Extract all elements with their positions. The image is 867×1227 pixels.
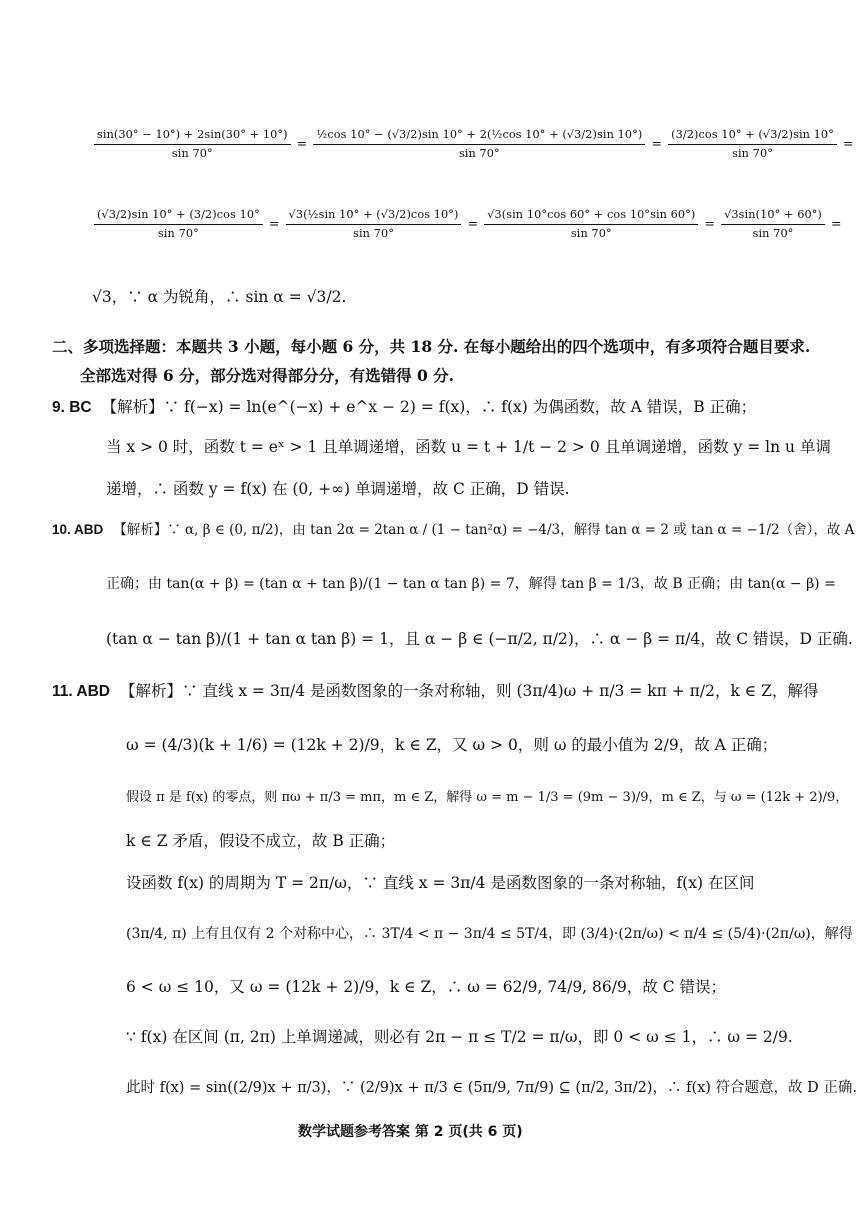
fraction <box>94 208 263 240</box>
numerator: (√3/2)sin 10° + (3/2)cos 10° <box>94 208 263 225</box>
q10-line-1 <box>52 522 854 538</box>
q11-line-9: 此时 f(x) = sin((2/9)x + π/3)，∵ (2/9)x + π/3 ∈ (5π/9, 7π/9) ⊆ (π/2, 3π/2)，∴ f(x) 符合题意，故 D 正确. <box>126 1080 857 1096</box>
question-number: 10. ABD <box>52 522 104 537</box>
q11-line-3: 假设 π 是 f(x) 的零点，则 πω + π/3 = mπ，m ∈ Z，解得 ω = m − 1/3 = (9m − 3)/9，m ∈ Z，与 ω = (12k + 2)/9， <box>126 790 849 805</box>
derivation-row-1: $\frac{\sin(30^\circ - 10^\circ) + 2\sin(30^\circ + 10^\circ)}{\sin 70^\circ}$ = $\frac{\text{½cos 10° − (√3/2)sin 10° + 2(½cos 10° + (√3/2)sin 10°)}}{\sin 70^\circ}$ = $\frac{(3/2)\cos 10^\circ + (√3/2)\sin 10^\circ}{\sin 70^\circ}$ = <box>92 128 854 160</box>
page-footer: 数学试题参考答案 第 2 页(共 6 页) <box>298 1124 523 1140</box>
section-title: 二、多项选择题：本题共 3 小题，每小题 6 分，共 18 分. 在每小题给出的四个选项中，有多项符合题目要求. <box>52 337 811 356</box>
q10-line-2: 正确；由 tan(α + β) = (tan α + tan β)/(1 − tan α tan β) = 7，解得 tan β = 1/3，故 B 正确；由 tan(α − β) = <box>106 576 836 592</box>
q9-line-2: 当 x > 0 时，函数 t = eˣ > 1 且单调递增，函数 u = t + 1/t − 2 > 0 且单调递增，函数 y = ln u 单调 <box>106 438 831 456</box>
denominator: sin 70° <box>752 226 794 240</box>
q11-line-4: k ∈ Z 矛盾，假设不成立，故 B 正确； <box>126 832 396 850</box>
derivation-row-2: $\frac{(√3/2)\sin 10^\circ + (3/2)\cos 10^\circ}{\sin 70^\circ}$ = $\frac{\text{√3(½sin 10° + (√3/2)cos 10°)}}{\sin 70^\circ}$ = $\frac{√3(\sin 10^\circ\cos 60^\circ + \cos 10^\circ\sin 60^\circ)}{\sin 70^\circ}$ = $\frac{√3\sin(10^\circ + 60^\circ)}{\sin 70^\circ}$ = <box>92 208 842 240</box>
derivation-conclusion: √3，∵ α 为锐角，∴ sin α = √3/2. <box>92 288 347 306</box>
denominator: sin 70° <box>171 146 213 160</box>
q11-line-2: ω = (4/3)(k + 1/6) = (12k + 2)/9，k ∈ Z，又 ω > 0，则 ω 的最小值为 2/9，故 A 正确； <box>126 736 778 754</box>
denominator: sin 70° <box>570 226 612 240</box>
q11-line-7: 6 < ω ≤ 10，又 ω = (12k + 2)/9，k ∈ Z，∴ ω = 62/9, 74/9, 86/9，故 C 错误； <box>126 978 727 996</box>
question-number: 9. BC <box>52 399 92 416</box>
denominator: sin 70° <box>458 146 500 160</box>
q9-line-3: 递增，∴ 函数 y = f(x) 在 (0, +∞) 单调递增，故 C 正确，D 错误. <box>106 480 570 498</box>
denominator: sin 70° <box>353 226 394 240</box>
q9-text: 【解析】∵ f(−x) = ln(e^(−x) + e^x − 2) = f(x)，∴ f(x) 为偶函数，故 A 错误，B 正确； <box>101 398 757 416</box>
fraction <box>484 208 698 240</box>
denominator: sin 70° <box>732 146 773 160</box>
numerator: √3(sin 10°cos 60° + cos 10°sin 60°) <box>484 208 698 225</box>
q11-line-8: ∵ f(x) 在区间 (π, 2π) 上单调递减，则必有 2π − π ≤ T/2 = π/ω，即 0 < ω ≤ 1，∴ ω = 2/9. <box>126 1028 793 1046</box>
q11-text: 【解析】∵ 直线 x = 3π/4 是函数图象的一条对称轴，则 (3π/4)ω + π/3 = kπ + π/2，k ∈ Z，解得 <box>120 682 819 700</box>
fraction <box>313 128 645 160</box>
numerator: √3(½sin 10° + (√3/2)cos 10°) <box>286 208 462 225</box>
q11-line-5: 设函数 f(x) 的周期为 T = 2π/ω，∵ 直线 x = 3π/4 是函数图象的一条对称轴，f(x) 在区间 <box>126 874 755 892</box>
q10-text: 【解析】∵ α, β ∈ (0, π/2)，由 tan 2α = 2tan α / (1 − tan²α) = −4/3，解得 tan α = 2 或 tan α = −1/2（舍），故 A <box>113 522 855 538</box>
q11-line-6: (3π/4, π) 上有且仅有 2 个对称中心，∴ 3T/4 < π − 3π/4 ≤ 5T/4，即 (3/4)·(2π/ω) < π/4 ≤ (5/4)·(2π/ω)，解得 <box>126 926 853 942</box>
fraction <box>286 208 462 240</box>
q11-line-1 <box>52 682 818 702</box>
question-number: 11. ABD <box>52 683 111 700</box>
q10-line-3: (tan α − tan β)/(1 + tan α tan β) = 1，且 α − β ∈ (−π/2, π/2)，∴ α − β = π/4，故 C 错误，D 正确. <box>106 630 853 648</box>
numerator: ½cos 10° − (√3/2)sin 10° + 2(½cos 10° + (√3/2)sin 10°) <box>313 128 645 145</box>
fraction <box>668 128 837 160</box>
numerator: (3/2)cos 10° + (√3/2)sin 10° <box>668 128 837 145</box>
section-subtitle: 全部选对得 6 分，部分选对得部分分，有选错得 0 分. <box>80 366 455 385</box>
numerator: √3sin(10° + 60°) <box>721 208 825 225</box>
numerator: sin(30° − 10°) + 2sin(30° + 10°) <box>94 128 291 145</box>
q9-line-1 <box>52 398 756 418</box>
fraction <box>94 128 291 160</box>
denominator: sin 70° <box>157 226 199 240</box>
fraction <box>721 208 825 240</box>
